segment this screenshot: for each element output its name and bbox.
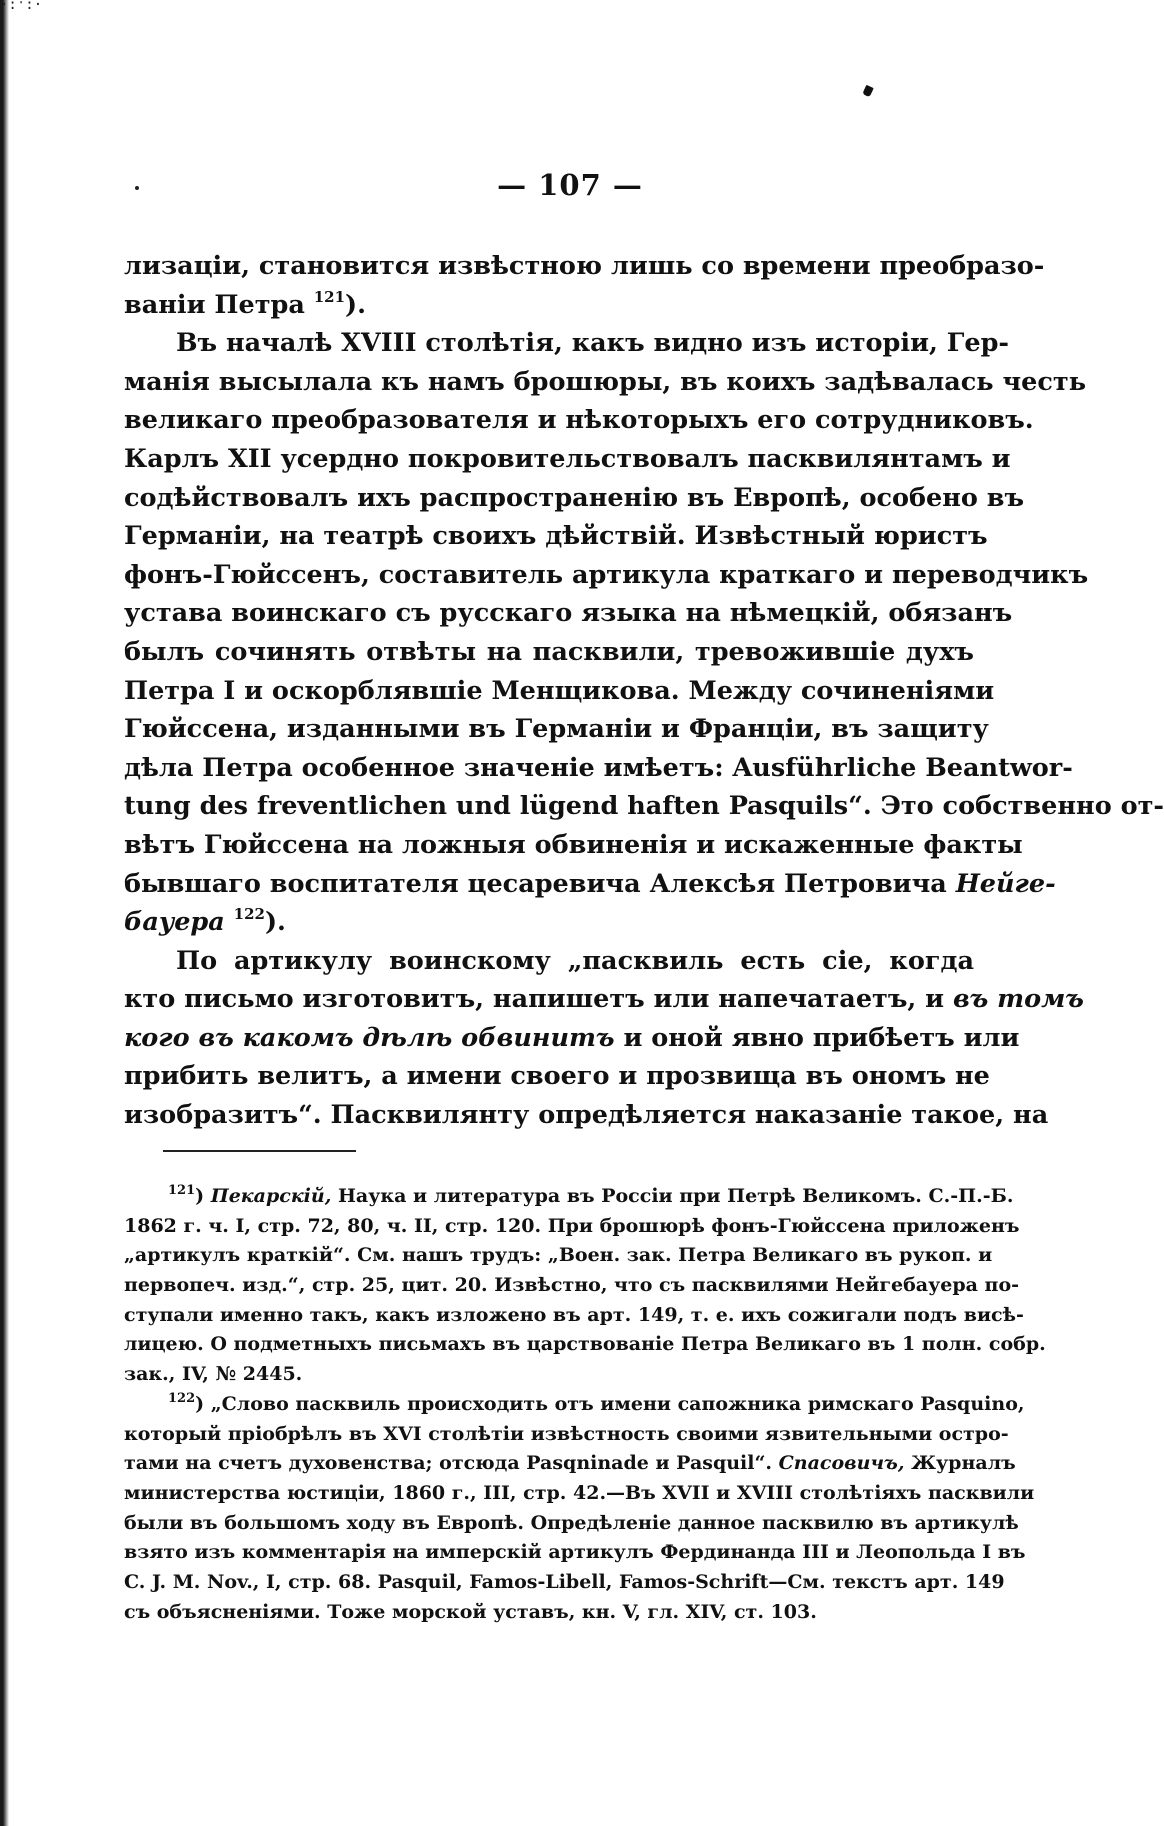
text-line	[124, 865, 1056, 904]
text-span: и оной явно прибѣетъ или	[623, 1022, 1020, 1053]
footnote-line: были въ большомъ ходу въ Европѣ. Опредѣленіе данное пасквилю въ артикулѣ	[124, 1511, 1019, 1534]
footnote-line: зак., IV, № 2445.	[124, 1363, 303, 1386]
text-span: Журналъ	[911, 1452, 1016, 1475]
page-number: — 107 —	[497, 168, 643, 202]
footnote-mark: 122	[168, 1390, 196, 1406]
footnote-line: C. J. M. Nov., I, стр. 68. Pasquil, Famos-Libell, Famos-Schrift—См. текстъ арт. 149	[124, 1570, 1005, 1593]
footnote-line: министерства юстиціи, 1860 г., III, стр. 42.—Въ XVII и XVIII столѣтіяхъ пасквили	[124, 1481, 1035, 1504]
italic-phrase: кого въ какомъ дѣлѣ обвинитъ	[124, 1022, 615, 1053]
footnotes	[124, 1182, 1046, 1627]
text-line: По артикулу воинскому „пасквиль есть сіе, когда	[176, 945, 974, 976]
text-line: лизаціи, становится извѣстною лишь со времени преобразо-	[124, 251, 1045, 281]
text-span: кто письмо изготовитъ, напишетъ или напечатаетъ, и	[124, 984, 945, 1015]
footnote-line: $^{122}$) „Слово пасквиль происходить отъ имени сапожника римскаго Pasquino,	[168, 1390, 1025, 1415]
footnote-divider	[163, 1150, 356, 1152]
text-line: вѣтъ Гюйссена на ложныя обвиненія и искаженные факты	[124, 829, 1023, 860]
text-line	[124, 286, 974, 325]
italic-name: Нейге-	[955, 868, 1056, 899]
text-span: бывшаго воспитателя цесаревича Алексѣя Петровича	[124, 868, 947, 899]
footnote-line: взято изъ комментарія на имперскій артикулъ Фердинанда III и Леопольда I въ	[124, 1541, 1026, 1564]
text-line: устава воинскаго съ русскаго языка на нѣмецкій, обязанъ	[124, 598, 1013, 629]
footnote-line: 1862 г. ч. I, стр. 72, 80, ч. II, стр. 120. При брошюрѣ фонъ-Гюйссена приложенъ	[124, 1214, 1020, 1237]
footnote-ref: 121	[313, 287, 346, 306]
text-span: ).	[264, 907, 286, 938]
footnote-line: первопеч. изд.“, стр. 25, цит. 20. Извѣстно, что съ пасквилями Нейгебауера по-	[124, 1274, 1020, 1297]
text-line: прибить велитъ, а имени своего и прозвища въ ономъ не	[124, 1061, 990, 1092]
footnote-author: Пекарскій,	[210, 1185, 332, 1207]
italic-phrase: въ томъ	[952, 984, 1084, 1015]
footnote-mark: 121	[168, 1183, 196, 1198]
footnote-line: лицею. О подметныхъ письмахъ въ царствованіе Петра Великаго въ 1 полн. собр.	[124, 1333, 1046, 1356]
text-line: Петра I и оскорблявшіе Менщикова. Между сочиненіями	[124, 675, 995, 706]
text-line: Германіи, на театрѣ своихъ дѣйствій. Извѣстный юристъ	[124, 521, 988, 552]
text-line: великаго преобразователя и нѣкоторыхъ его сотрудниковъ.	[124, 405, 1034, 436]
footnote-line: $^{121}$) Пекарскій, Наука и литература въ Россіи при Петрѣ Великомъ. С.-П.-Б.	[168, 1183, 1014, 1207]
page-edge-shadow	[0, 0, 9, 1826]
text-line: дѣла Петра особенное значеніе имѣетъ: Ausführliche Beantwor-	[124, 752, 1073, 783]
text-line: Гюйссена, изданными въ Германіи и Франціи, въ защиту	[124, 714, 989, 745]
text-line: содѣйствовалъ ихъ распространенію въ Европѣ, особено въ	[124, 482, 1025, 513]
footnote-line: „артикулъ краткій“. См. нашъ трудъ: „Воен. зак. Петра Великаго въ рукоп. и	[124, 1244, 993, 1267]
ink-speck	[862, 85, 873, 97]
text-line: фонъ-Гюйссенъ, составитель артикула краткаго и переводчикъ	[124, 559, 1089, 590]
text-line: tung des freventlichen und lügend haften Pasquils“. Это собственно от-	[124, 791, 1164, 822]
text-span: ).	[345, 289, 366, 320]
text-span: тами на счетъ духовенства; отсюда Pasqninade и Pasquil“.	[124, 1452, 773, 1475]
text-span: Наука и литература въ Россіи при Петрѣ Великомъ. С.-П.-Б.	[337, 1185, 1014, 1207]
main-text	[124, 247, 1164, 1135]
text-line	[124, 1019, 1020, 1058]
footnote-author: Спасовичъ,	[778, 1452, 905, 1475]
text-span: „Слово пасквиль происходить отъ имени сапожника римскаго Pasquino,	[210, 1392, 1025, 1415]
corner-specks: ·:ˑ:·	[0, 0, 43, 13]
footnote-ref: 122	[233, 905, 265, 924]
text-line: манія высылала къ намъ брошюры, въ коихъ задѣвалась честь	[124, 366, 1087, 397]
footnote-line: который пріобрѣлъ въ XVI столѣтіи извѣстность своими язвительными остро-	[124, 1422, 1009, 1445]
footnote-line: ступали именно такъ, какъ изложено въ арт. 149, т. е. ихъ сожигали подъ висѣ-	[124, 1303, 1024, 1326]
footnote-line	[124, 1449, 1016, 1479]
text-line: былъ сочинять отвѣты на пасквили, тревожившіе духъ	[124, 636, 974, 667]
italic-name: бауера	[124, 907, 225, 938]
text-line: изобразитъ“. Пасквилянту опредѣляется наказаніе такое, на	[124, 1100, 1049, 1131]
text-line: Карлъ XII усердно покровительствовалъ пасквилянтамъ и	[124, 443, 1011, 474]
text-line	[124, 903, 974, 942]
text-line: Въ началѣ XVIII столѣтія, какъ видно изъ исторіи, Гер-	[176, 328, 1009, 359]
footnote-line: съ объясненіями. Тоже морской уставъ, кн. V, гл. XIV, ст. 103.	[124, 1600, 817, 1623]
text-line	[124, 980, 1084, 1019]
text-span: ваніи Петра	[124, 289, 305, 320]
